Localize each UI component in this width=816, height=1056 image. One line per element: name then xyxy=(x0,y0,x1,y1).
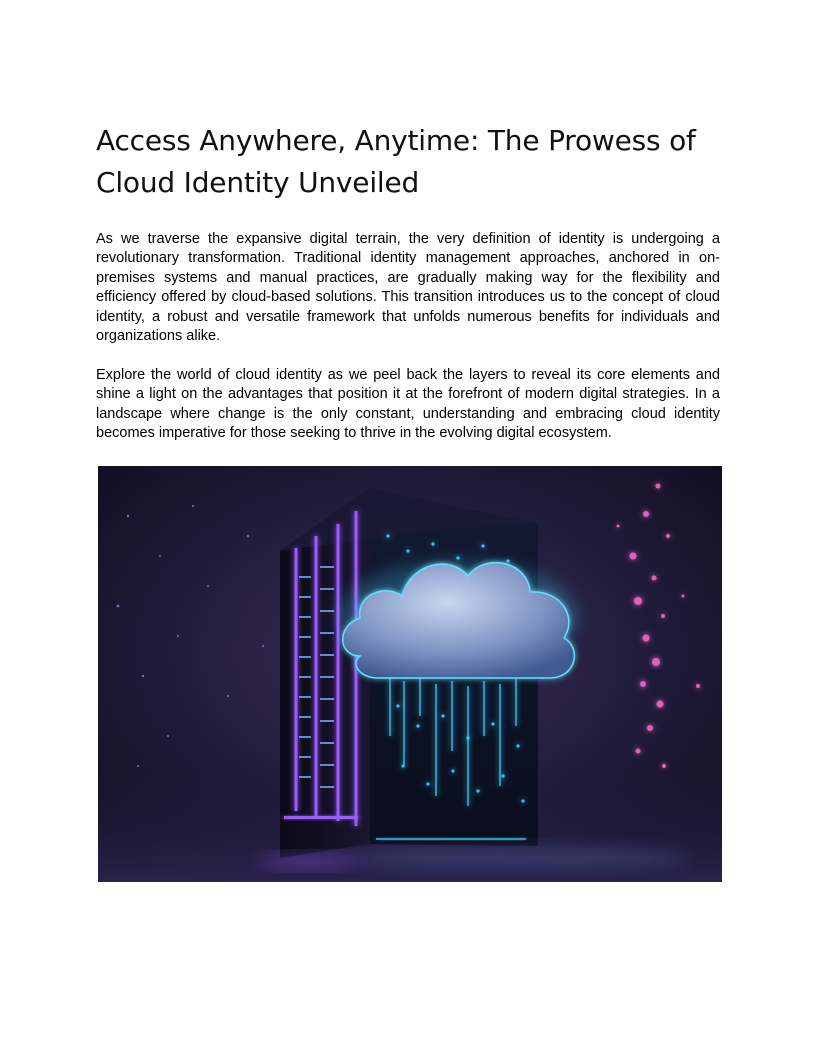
cloud-server-illustration xyxy=(98,466,722,882)
intro-paragraph: As we traverse the expansive digital terrain, the very definition of identity is undergoing a revolutionary transformation. Traditional identity management approaches, anchored in on-premises systems and manual practices, are gradually making way for the flexibility and efficiency offered by cloud-based solutions. This transition introduces us to the concept of cloud identity, a robust and versatile framework that unfolds numerous benefits for individuals and organizations alike. xyxy=(96,231,720,345)
page-title: Access Anywhere, Anytime: The Prowess of Cloud Identity Unveiled xyxy=(96,124,696,199)
explore-paragraph: Explore the world of cloud identity as we peel back the layers to reveal its core elements and shine a light on the advantages that position it at the forefront of modern digital strategies. In a landscape where change is the only constant, understanding and embracing cloud identity becomes imperative for those seeking to thrive in the evolving digital ecosystem. xyxy=(96,367,720,442)
cloud-shape xyxy=(338,561,578,678)
